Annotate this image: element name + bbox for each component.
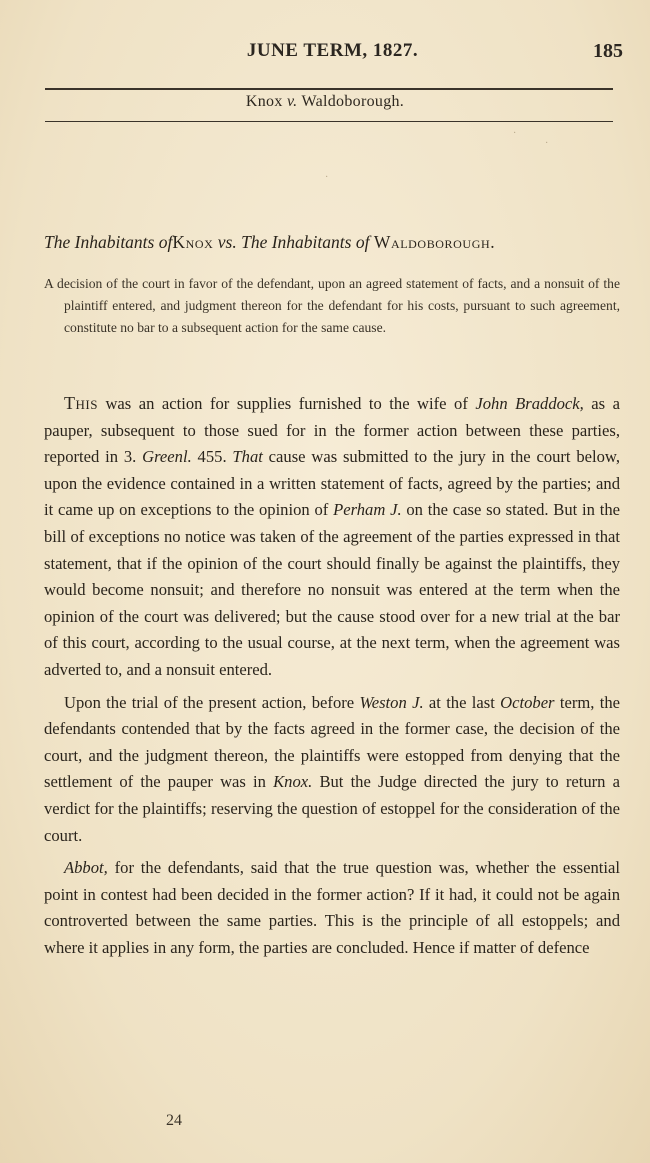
name-john-braddock: John Braddock, bbox=[475, 394, 584, 413]
case-title-of-1: of bbox=[158, 232, 173, 252]
name-abbot: Abbot, bbox=[64, 858, 108, 878]
opinion-body bbox=[44, 390, 620, 961]
case-title-inhabitants-2: The Inhabitants bbox=[241, 232, 352, 252]
text-run: But the Judge directed the jury to return a verdict for the plaintiffs; reserving the question of estoppel for the consideration of the court. bbox=[44, 772, 620, 845]
page-header bbox=[40, 40, 625, 70]
paragraph-3 bbox=[44, 855, 620, 961]
case-short-title bbox=[0, 93, 650, 111]
paragraph-2 bbox=[44, 690, 620, 850]
text-run: cause was submitted to the jury in the court below, upon the evidence contained in a written statement of facts, agreed by the parties; and it came up on exceptions to the opinion of bbox=[44, 447, 620, 520]
header-rule-bottom bbox=[45, 121, 613, 122]
case-title-of-2: of bbox=[355, 232, 370, 252]
lead-word: This bbox=[64, 393, 98, 413]
word-october: October bbox=[500, 692, 555, 712]
text-run: term, the defendants contended that by the facts agreed in the former case, the decision of the court, and the judgment thereon, the plaintiffs were estopped from denying that the settlement of the pauper was in bbox=[44, 692, 620, 792]
signature-mark: 24 bbox=[166, 1112, 182, 1129]
case-title-defendant: Waldoborough. bbox=[373, 232, 496, 252]
word-that: That bbox=[232, 447, 263, 467]
paragraph-1 bbox=[44, 390, 620, 684]
print-speck: · bbox=[325, 172, 329, 183]
case-short-party-b: Waldoborough. bbox=[297, 93, 405, 110]
syllabus: A decision of the court in favor of the defendant, upon an agreed statement of facts, and a nonsuit of the plaintiff entered, and judgment thereon for the defendant for his costs, pursuant to such agreement, constitute no bar to a subsequent action for the same cause. bbox=[44, 276, 620, 335]
citation-greenl: Greenl. bbox=[142, 447, 192, 467]
header-rule-top bbox=[45, 88, 613, 90]
text-run: for the defendants, said that the true question was, whether the essential point in contest had been decided in the former action? If it had, it could not be again controverted between the same parties. This is the principle of all estoppels; and where it applies in any form, the parties are concluded. Hence if matter of defence bbox=[44, 858, 620, 957]
case-title-inhabitants-1: The Inhabitants bbox=[44, 232, 155, 252]
running-head: JUNE TERM, 1827. bbox=[246, 40, 419, 61]
print-speck: · bbox=[513, 128, 517, 139]
text-run: as a pauper, subsequent to those sued for in the former action between these parties, reported in 3. bbox=[44, 394, 620, 467]
text-run: at the last bbox=[423, 692, 501, 712]
case-title-versus: vs. bbox=[217, 232, 237, 252]
name-perham: Perham J. bbox=[333, 500, 402, 520]
case-title-plaintiff: Knox bbox=[172, 232, 214, 252]
page-number: 185 bbox=[593, 40, 623, 62]
case-short-party-a: Knox bbox=[245, 93, 287, 110]
case-short-versus: v. bbox=[286, 93, 298, 110]
case-title bbox=[44, 232, 624, 253]
text-run: 455. bbox=[191, 447, 233, 467]
text-run: Upon the trial of the present action, before bbox=[64, 692, 360, 712]
name-knox: Knox. bbox=[273, 772, 313, 792]
text-run: on the case so stated. But in the bill of exceptions no notice was taken of the agreement of the parties expressed in that statement, that if the opinion of the court should finally be against the plaintiffs, they would become nonsuit; and therefore no nonsuit was entered at the term when the opinion of the court was delivered; but the cause stood over for a new trial at the bar of this court, according to the usual course, at the next term, when the agreement was adverted to, and a nonsuit entered. bbox=[44, 500, 620, 679]
print-speck: · bbox=[545, 138, 549, 149]
text-run: was an action for supplies furnished to the wife of bbox=[97, 394, 476, 413]
name-weston: Weston J. bbox=[359, 692, 424, 712]
